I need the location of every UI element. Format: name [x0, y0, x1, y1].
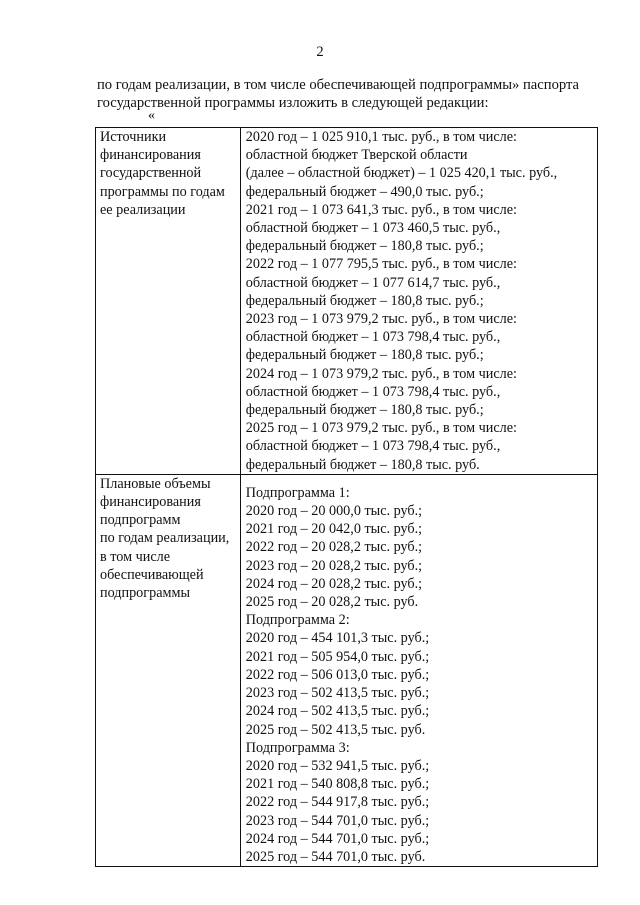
- value-line: областной бюджет – 1 073 798,4 тыс. руб.,: [245, 383, 501, 400]
- label-line: программы по годам: [100, 183, 225, 200]
- value-line: федеральный бюджет – 490,0 тыс. руб.;: [245, 183, 484, 200]
- value-line: областной бюджет – 1 073 798,4 тыс. руб.,: [245, 329, 501, 346]
- subprogram-1-line: 2024 год – 20 028,2 тыс. руб.;: [245, 575, 423, 592]
- value-line: областной бюджет Тверской области: [245, 147, 468, 164]
- subprogram-2-line: 2025 год – 502 413,5 тыс. руб.: [245, 721, 426, 738]
- label-line: в том числе: [100, 548, 171, 565]
- page-number: 2: [316, 44, 324, 60]
- label-line: ее реализации: [100, 201, 186, 218]
- value-line: 2023 год – 1 073 979,2 тыс. руб., в том числе:: [245, 311, 517, 328]
- value-line: (далее – областной бюджет) – 1 025 420,1 тыс. руб.,: [245, 165, 558, 182]
- subprogram-2-line: 2024 год – 502 413,5 тыс. руб.;: [245, 703, 430, 720]
- subprogram-1-line: 2022 год – 20 028,2 тыс. руб.;: [245, 539, 423, 556]
- label-line: подпрограмм: [100, 512, 181, 529]
- value-line: областной бюджет – 1 073 460,5 тыс. руб.,: [245, 220, 501, 237]
- value-line: областной бюджет – 1 077 614,7 тыс. руб.,: [245, 274, 501, 291]
- label-line: подпрограммы: [100, 585, 190, 602]
- intro-line-1: по годам реализации, в том числе обеспечивающей подпрограммы» паспорта: [97, 77, 579, 93]
- label-line: финансирования: [100, 494, 201, 511]
- subprogram-3-line: 2020 год – 532 941,5 тыс. руб.;: [245, 757, 430, 774]
- value-line: 2022 год – 1 077 795,5 тыс. руб., в том числе:: [245, 256, 517, 273]
- subprogram-1-line: 2020 год – 20 000,0 тыс. руб.;: [245, 503, 423, 520]
- value-line: 2021 год – 1 073 641,3 тыс. руб., в том числе:: [245, 201, 517, 218]
- value-line: 2024 год – 1 073 979,2 тыс. руб., в том числе:: [245, 365, 517, 382]
- subprogram-3-line: 2022 год – 544 917,8 тыс. руб.;: [245, 794, 430, 811]
- passport-table: [95, 127, 598, 867]
- subprogram-2-line: 2022 год – 506 013,0 тыс. руб.;: [245, 666, 430, 683]
- value-line: федеральный бюджет – 180,8 тыс. руб.;: [245, 292, 484, 309]
- row-value-cell: [240, 474, 597, 866]
- subprogram-2-heading: Подпрограмма 2:: [245, 612, 350, 629]
- subprogram-2-line: 2023 год – 502 413,5 тыс. руб.;: [245, 685, 430, 702]
- row-label-cell: [96, 128, 241, 475]
- subprogram-3-line: 2021 год – 540 808,8 тыс. руб.;: [245, 776, 430, 793]
- value-line: федеральный бюджет – 180,8 тыс. руб.: [245, 456, 480, 473]
- intro-paragraph: [97, 76, 617, 112]
- subprogram-3-heading: Подпрограмма 3:: [245, 739, 350, 756]
- value-line: 2020 год – 1 025 910,1 тыс. руб., в том числе:: [245, 129, 517, 145]
- subprogram-3-line: 2023 год – 544 701,0 тыс. руб.;: [245, 812, 430, 829]
- value-line: 2025 год – 1 073 979,2 тыс. руб., в том числе:: [245, 420, 517, 437]
- subprogram-1-line: 2021 год – 20 042,0 тыс. руб.;: [245, 521, 423, 538]
- subprogram-1-heading: Подпрограмма 1:: [245, 484, 350, 501]
- intro-line-2: государственной программы изложить в следующей редакции:: [97, 95, 489, 111]
- row-label-cell: [96, 474, 241, 866]
- value-line: областной бюджет – 1 073 798,4 тыс. руб.,: [245, 438, 501, 455]
- subprogram-1-line: 2025 год – 20 028,2 тыс. руб.: [245, 594, 419, 611]
- subprogram-3-line: 2024 год – 544 701,0 тыс. руб.;: [245, 830, 430, 847]
- label-line: финансирования: [100, 147, 201, 164]
- value-line: федеральный бюджет – 180,8 тыс. руб.;: [245, 238, 484, 255]
- row-value-cell: [240, 128, 597, 475]
- table-row-funding-sources: [96, 128, 598, 475]
- subprogram-2-line: 2021 год – 505 954,0 тыс. руб.;: [245, 648, 430, 665]
- value-line: федеральный бюджет – 180,8 тыс. руб.;: [245, 402, 484, 419]
- table-row-subprogram-volumes: [96, 474, 598, 866]
- value-line: федеральный бюджет – 180,8 тыс. руб.;: [245, 347, 484, 364]
- label-line: государственной: [100, 165, 202, 182]
- label-line: по годам реализации,: [100, 530, 230, 547]
- subprogram-1-line: 2023 год – 20 028,2 тыс. руб.;: [245, 557, 423, 574]
- label-line: Плановые объемы: [100, 475, 211, 492]
- opening-quote-mark: «: [148, 108, 155, 123]
- subprogram-3-line: 2025 год – 544 701,0 тыс. руб.: [245, 848, 426, 865]
- label-line: Источники: [100, 129, 167, 145]
- label-line: обеспечивающей: [100, 566, 204, 583]
- subprogram-2-line: 2020 год – 454 101,3 тыс. руб.;: [245, 630, 430, 647]
